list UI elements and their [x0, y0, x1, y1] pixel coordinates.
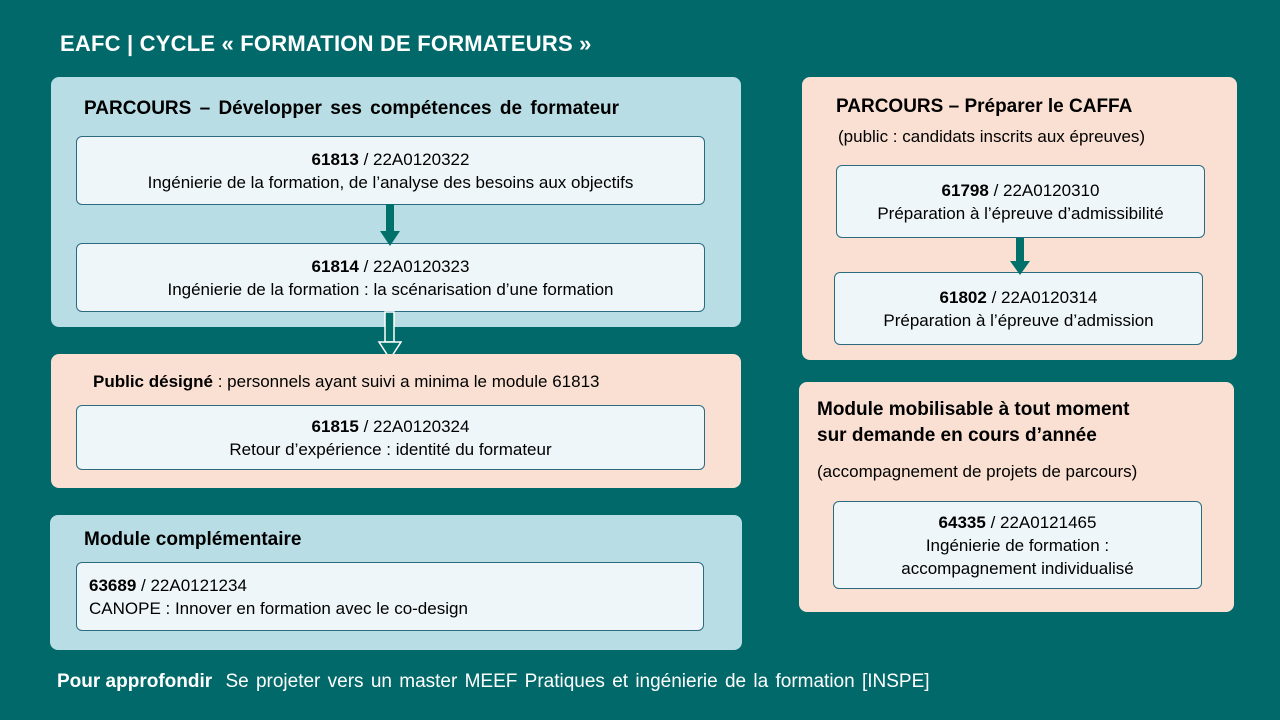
- public-designe: [93, 372, 599, 392]
- module-mobilisable-panel: [799, 382, 1234, 612]
- module-card-61813[interactable]: [76, 136, 705, 205]
- module-label-line1: Ingénierie de formation :: [925, 535, 1110, 555]
- module-card-64335[interactable]: [833, 501, 1202, 589]
- module-label: Préparation à l’épreuve d’admissibilité: [877, 203, 1164, 223]
- module-ref: / 22A0120322: [363, 149, 470, 169]
- module-ref: / 22A0121465: [990, 512, 1097, 532]
- footer-text: Se projeter vers un master MEEF Pratiques et ingénierie de la formation [INSPE]: [225, 671, 930, 692]
- arrow-down-icon: [1009, 238, 1031, 278]
- public-label: Public désigné: [93, 372, 213, 391]
- module-mobilisable-title-line1: Module mobilisable à tout moment: [817, 399, 1130, 420]
- module-label: Préparation à l’épreuve d’admission: [883, 310, 1154, 330]
- module-complementaire-title: Module complémentaire: [84, 529, 302, 550]
- module-label-line2: accompagnement individualisé: [901, 558, 1134, 578]
- module-label: Ingénierie de la formation, de l’analyse des besoins aux objectifs: [147, 172, 634, 192]
- module-code: 61814: [311, 256, 359, 276]
- arrow-down-icon: [379, 204, 401, 248]
- parcours-caffa-panel: [802, 77, 1237, 360]
- retour-experience-panel: [51, 354, 741, 488]
- module-complementaire-panel: [50, 515, 742, 650]
- module-mobilisable-subtitle: (accompagnement de projets de parcours): [817, 462, 1138, 481]
- parcours-formateur-panel: [51, 77, 741, 327]
- module-ref: / 22A0121234: [141, 575, 247, 595]
- module-code: 61813: [311, 149, 359, 169]
- parcours-formateur-title: PARCOURS – Développer ses compétences de formateur: [84, 98, 620, 119]
- public-text: : personnels ayant suivi a minima le module 61813: [212, 372, 600, 391]
- page-title: EAFC | CYCLE « FORMATION DE FORMATEURS »: [60, 31, 592, 56]
- footer: [57, 671, 930, 693]
- module-card-61798[interactable]: [836, 165, 1205, 238]
- module-ref: / 22A0120324: [363, 416, 470, 436]
- module-ref: / 22A0120314: [991, 287, 1098, 307]
- module-card-61802[interactable]: [834, 272, 1203, 345]
- module-card-61814[interactable]: [76, 243, 705, 312]
- module-code: 61815: [311, 416, 359, 436]
- module-code: 64335: [938, 512, 986, 532]
- module-ref: / 22A0120323: [363, 256, 470, 276]
- module-code: 61798: [941, 180, 989, 200]
- module-card-61815[interactable]: [76, 405, 705, 470]
- module-code: 63689: [89, 575, 137, 595]
- module-code: 61802: [939, 287, 987, 307]
- module-card-63689[interactable]: [76, 562, 704, 631]
- module-ref: / 22A0120310: [993, 180, 1100, 200]
- parcours-caffa-subtitle: (public : candidats inscrits aux épreuves): [838, 127, 1146, 146]
- module-label: CANOPE : Innover en formation avec le co-design: [89, 598, 468, 618]
- module-label: Retour d’expérience : identité du formateur: [229, 439, 552, 459]
- parcours-caffa-title: PARCOURS – Préparer le CAFFA: [836, 96, 1133, 117]
- footer-label: Pour approfondir: [57, 671, 213, 692]
- module-mobilisable-title: [817, 397, 1129, 449]
- module-label: Ingénierie de la formation : la scénarisation d’une formation: [167, 279, 614, 299]
- module-mobilisable-title-line2: sur demande en cours d’année: [817, 425, 1097, 446]
